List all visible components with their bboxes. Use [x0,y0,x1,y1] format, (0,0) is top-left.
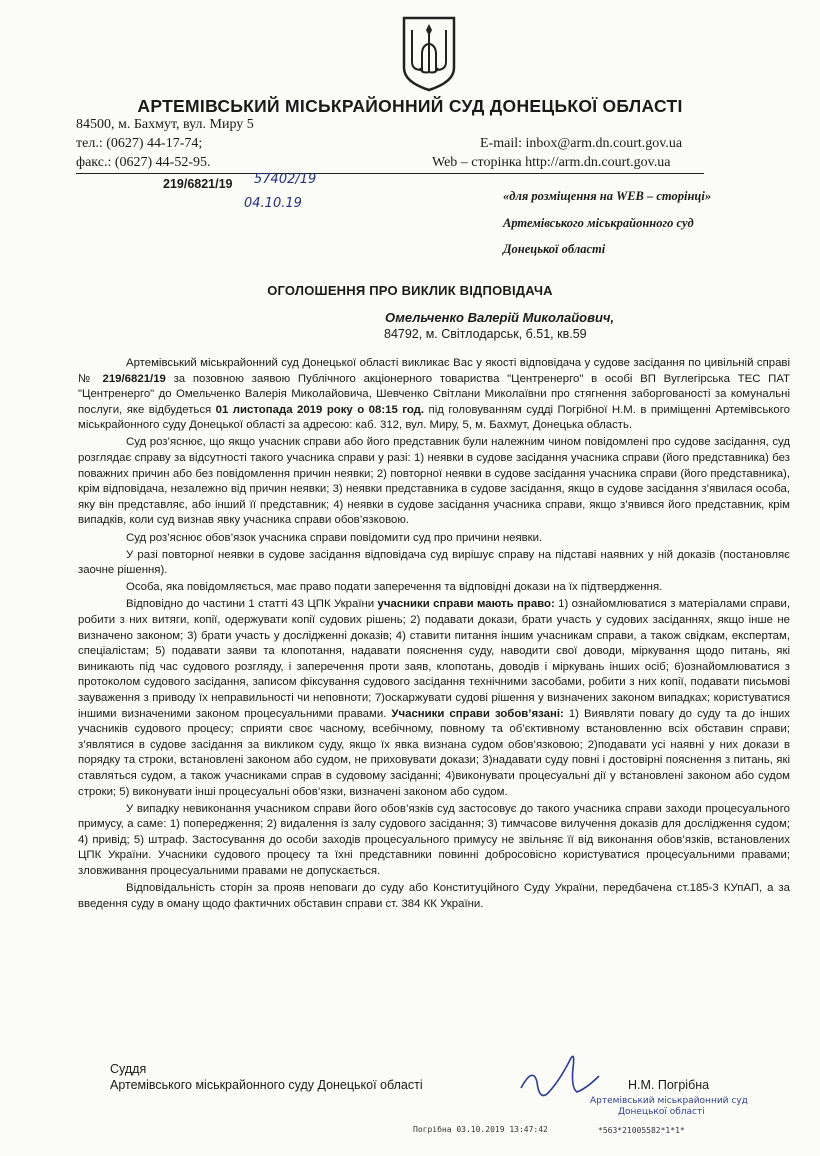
trident-emblem-icon [400,14,458,92]
judge-name: Н.М. Погрібна [628,1078,710,1092]
court-address: 84500, м. Бахмут, вул. Миру 5 [76,117,254,132]
paragraph-liability: Відповідальність сторін за прояв неповаги до суду або Конституційного Суду України, передбачена ст.185-3 КУпАП, а за введення суду в оману щодо фактичних обставин справи ст. 384 КК України. [78,882,790,910]
signature-position: Суддя [110,1062,147,1076]
electronic-signature-id: Погрібна 03.10.2019 13:47:42 [413,1125,548,1134]
header-divider [76,173,704,174]
paragraph-coercion: У випадку невиконання учасником справи його обов’язків суд застосовує до такого учасника справи заходи процесуального примусу, а саме: 1) попередження; 2) видалення із залу судового засідання; 3) тимчасове вилучення доказів для дослідження судом; 4) привід; 5) штраф. Застосування до особи заходів процесуального примусу не звільняє її від виконання обов’язків, встановлених ЦПК України. Учасники судового процесу та їхні представники повинні добросовісно користуватися процесуальними правами; зловживання процесуальними правами не допускається. [78,802,790,877]
web-note-line1: «для розміщення на WEB – сторінці» [503,189,712,203]
case-reference: 219/6821/19 [163,177,233,191]
court-stamp: Артемівський міськрайонний суд Донецької області [590,1096,748,1117]
court-email: E-mail: inbox@arm.dn.court.gov.ua [480,136,683,151]
web-note-line2: Артемівського міськрайонного суд [503,216,694,230]
court-name: АРТЕМІВСЬКИЙ МІСЬКРАЙОННИЙ СУД ДОНЕЦЬКОЇ ОБЛАСТІ [137,96,683,116]
signature-court: Артемівського міськрайонного суду Донецької області [110,1078,423,1092]
court-web: Web – сторінка http://arm.dn.court.gov.ua [432,155,671,170]
handwritten-reference: 57402/19 [254,172,317,187]
paragraph-rights-duties: Відповідно до частини 1 статті 43 ЦПК України учасники справи мають право: 1) ознайомлюватися з матеріалами справи, робити з них витяги, копії, одержувати копії судових рішень; 2) подавати докази, брати участь у судових засіданнях, якщо інше не визначено законом; 3) брати участь у дослідженні доказів; 4) ставити питання іншим учасникам справи, а також свідкам, експертам, спеціалістам; 5) подавати заяви та клопотання, надавати пояснення суду, наводити свої доводи, міркування щодо питань, які виникають під час судового розгляду, і заперечення проти заяв, клопотань, доводів і міркувань інших осіб; 6)ознайомлюватися з протоколом судового засідання, записом фіксування судового засідання технічними засобами, робити з них копії, подавати письмові зауваження з приводу їх неправильності чи неповноти; 7)оскаржувати судові рішення у визначених законом випадках; користуватися іншими визначеними законом процесуальними правами. Учасники справи зобов’язані: 1) Виявляти повагу до суду та до інших учасників судового процесу; сприяти своє часному, всебічному, повному та об’єктивному встановленню всіх обставин справи; з’являтися в судове засідання за викликом суду, якщо їх явка визнана судом обов’язковою; 2)подавати усі наявні у них докази в порядку та строки, встановлені законом або судом, не приховувати докази; 3)надавати суду повні і достовірні пояснення з питань, які ставляться судом, а також учасниками справ в судовому засіданні; 4)виконувати процесуальні дії у встановлені законом або судом строки; 5) виконувати інші процесуальні обов’язки, визначені законом або судом. [78,598,790,798]
addressee-address: 84792, м. Світлодарськ, б.51, кв.59 [384,327,587,341]
handwritten-date: 04.10.19 [244,196,302,211]
paragraph-notify-duty: Суд роз’яснює обов’язок учасника справи повідомити суд про причини неявки. [126,531,543,544]
paragraph-objection-right: Особа, яка повідомляється, має право подати заперечення та відповідні докази на їх підтвердження. [126,581,663,594]
court-phone: тел.: (0627) 44-17-74; [76,136,203,151]
paragraph-repeat-absence: У разі повторної неявки в судове засідання відповідача суд вирішує справу на підставі наявних у ній доказів (постановляє заочне рішення). [78,548,790,577]
paragraph-absence-rules: Суд роз’яснює, що якщо учасник справи або його представник були належним чином повідомлені про судове засідання, суд розглядає справу за відсутності такого учасника справи у разі: 1) неявки в судове засідання учасника справи (його представника) без поважних причин або без повідомлення причин неявки; 2) повторної неявки в судове засідання учасника справи (його представника), крім відповідача, незалежно від причин неявки; 3) неявки представника в судове засідання, якщо в судове засідання з’явилася особа, яку він представляє, або інший її представник; 4) неявки в судове засідання учасника справи, якщо з’явився його представник, крім випадків, коли суд визнав явку учасника справи обов’язковою. [78,436,790,527]
document-barcode: *563*21005582*1*1* [598,1126,685,1135]
announcement-title: ОГОЛОШЕННЯ ПРО ВИКЛИК ВІДПОВІДАЧА [267,283,553,298]
court-fax: факс.: (0627) 44-52-95. [76,155,211,170]
web-note-line3: Донецької області [503,242,606,256]
addressee-name: Омельченко Валерій Миколайович, [385,310,615,325]
announcement-body [78,356,790,914]
paragraph-summons: Артемівський міськрайонний суд Донецької області викликає Вас у якості відповідача у судове засідання по цивільній справі № 219/6821/19 за позовною заявою Публічного акціонерного товариства "Центренерго" в особі ВП Вуглегірська ТЕС ПАТ "Центренерго" до Омельченко Валерія Миколайовича, Шевченко Світлани Миколаївни про стягнення заборгованості за комунальні послуги, яке відбудеться 01 листопада 2019 року о 08:15 год. під головуванням судді Погрібної Н.М. в приміщенні Артемівського міськрайонного суду Донецької області за адресою: каб. 312, вул. Миру, 5, м. Бахмут, Донецька область. [78,357,790,432]
